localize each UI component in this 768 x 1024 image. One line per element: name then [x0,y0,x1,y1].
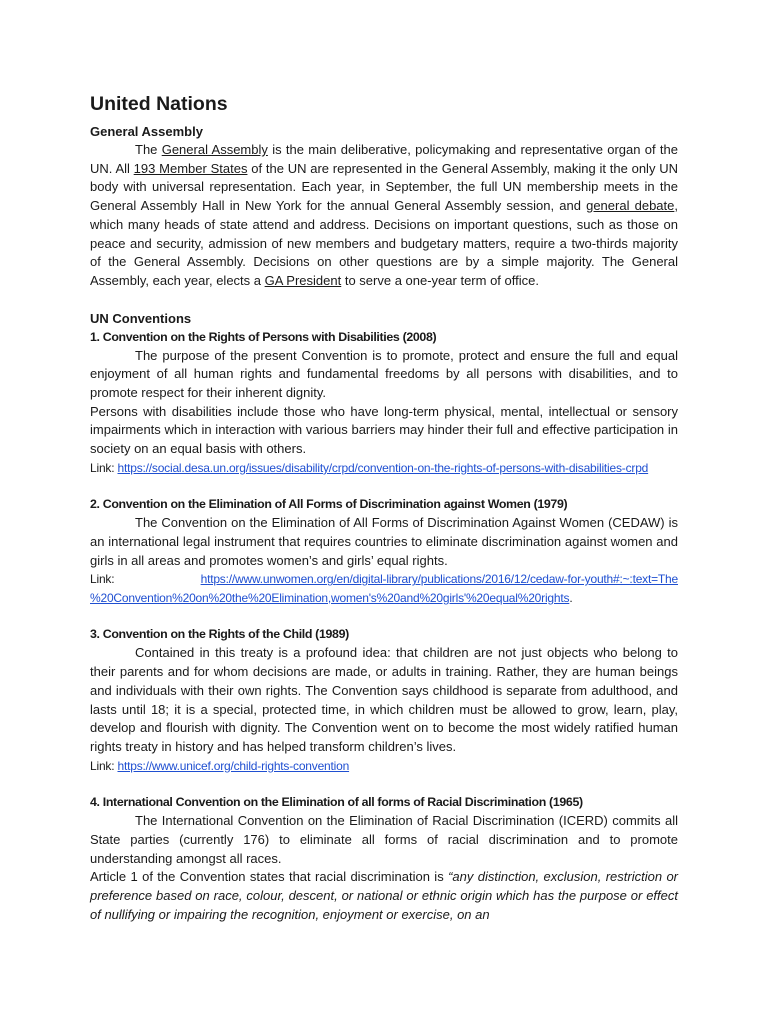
general-debate-link[interactable]: general debate [586,198,675,214]
ga-text-3: of the UN are represented in the General Assembly, making it the only UN body with universal representation. Each year, in September, the full UN membership meets in the General Assembly Hall in New York for the annual General Assembly session, and [90,160,678,214]
convention-3-link-line [90,757,678,776]
convention-2-title: 2. Convention on the Elimination of All Forms of Discrimination against Women (1979) [90,497,568,512]
convention-1-link[interactable]: https://social.desa.un.org/issues/disability/crpd/convention-on-the-rights-of-persons-with-disabilities-crpd [117,460,649,475]
member-states-link[interactable]: 193 Member States [133,160,248,176]
convention-2-link-line-2 [90,589,678,608]
ga-heading: General Assembly [90,124,203,139]
ga-text-2: is the main deliberative, policymaking and representative organ of the UN. All [90,142,678,176]
convention-1-link-line [90,459,678,478]
ga-text-4: , which many heads of state attend and address. Decisions on important questions, such as those on peace and security, admission of new members and budgetary matters, require a two-thirds majority of the General Assembly. Decisions on other questions are by a simple majority. The General Assembly, each year, elects a [90,198,678,288]
convention-4-paragraph-1: The International Convention on the Elimination of Racial Discrimination (ICERD) commits all State parties (currently 176) to eliminate all forms of racial discrimination and to promote understanding amongst all races. [90,813,678,866]
convention-4-paragraph-2 [90,868,678,924]
convention-2-paragraph-1: The Convention on the Elimination of All Forms of Discrimination Against Women (CEDAW) is an international legal instrument that requires countries to eliminate discrimination against women and girls in all areas and promotes women’s and girls’ equal rights. [90,515,678,568]
ga-text-5: to serve a one-year term of office. [341,272,539,288]
article-intro: Article 1 of the Convention states that racial discrimination is [90,869,449,885]
ga-paragraph [90,141,678,291]
convention-4-title: 4. International Convention on the Elimination of all forms of Racial Discrimination (1965) [90,795,583,810]
article-quote: “any distinction, exclusion, restriction or preference based on race, colour, descent, or national or ethnic origin which has the purpose or effect of nullifying or impairing the recognition, enjoyment or exercise, on an [90,869,678,922]
link-label: Link: [90,460,118,475]
ga-president-link[interactable]: GA President [264,272,342,288]
convention-1-paragraph-2: Persons with disabilities include those who have long-term physical, mental, intellectual or sensory impairments which in interaction with various barriers may hinder their full and effective participation in society on an equal basis with others. [90,403,678,457]
page-title: United Nations [90,93,228,115]
convention-3-paragraph-1: Contained in this treaty is a profound idea: that children are not just objects who belong to their parents and for whom decisions are made, or adults in training. Rather, they are human beings and individuals with their own rights. The Convention says childhood is separate from adulthood, and lasts until 18; it is a special, protected time, in which children must be allowed to grow, learn, play, develop and flourish with dignity. The Convention went on to become the most widely ratified human rights treaty in history and has helped transform children’s lives. [90,645,678,754]
ga-text-1: The [135,142,162,157]
link-label: Link: [90,758,118,773]
convention-1-title: 1. Convention on the Rights of Persons with Disabilities (2008) [90,329,437,344]
link-end: . [569,590,573,605]
link-label: Link: [90,572,115,587]
convention-2-link-line [90,570,678,589]
convention-1-paragraph-1: The purpose of the present Convention is to promote, protect and ensure the full and equal enjoyment of all human rights and fundamental freedoms by all persons with disabilities, and to promote respect for their inherent dignity. [90,347,678,401]
document-page [90,92,678,924]
convention-2-link-part-1[interactable]: https://www.unwomen.org/en/digital-library/publications/2016/12/cedaw-for-youth#:~:text=The [200,572,678,587]
general-assembly-link[interactable]: General Assembly [161,142,268,157]
convention-2-link-part-2[interactable]: %20Convention%20on%20the%20Elimination,women's%20and%20girls'%20equal%20rights [90,590,570,605]
convention-3-link[interactable]: https://www.unicef.org/child-rights-convention [117,758,350,773]
conventions-heading: UN Conventions [90,310,192,326]
convention-3-title: 3. Convention on the Rights of the Child (1989) [90,627,349,642]
